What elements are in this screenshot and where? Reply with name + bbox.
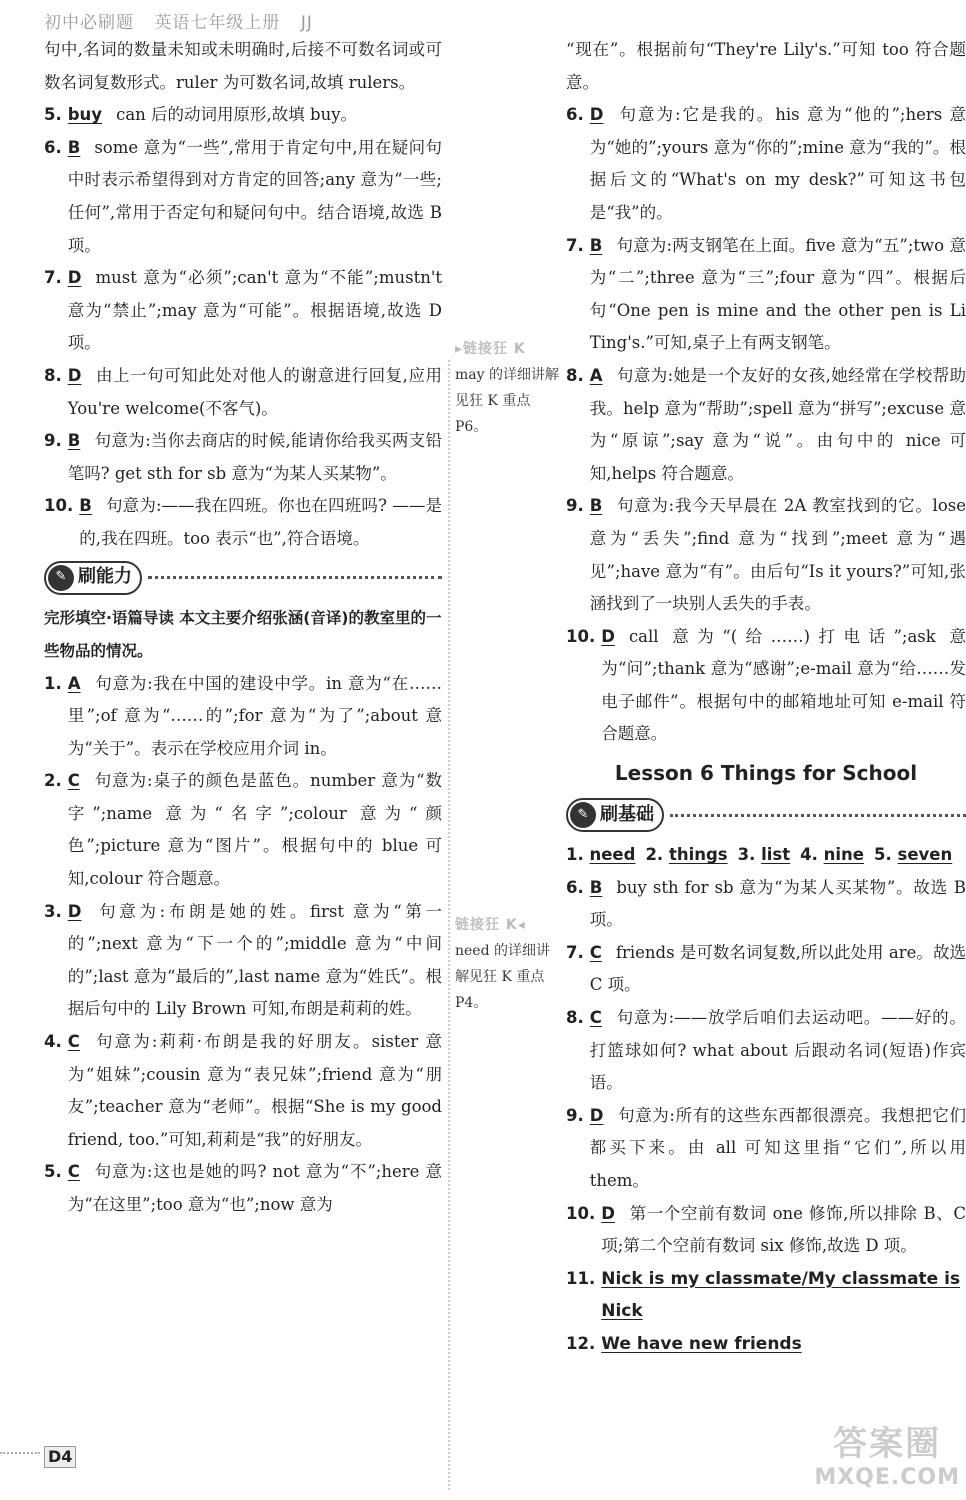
explanation-text: 句意为:它是我的。his 意为“他的”;hers 意为“她的”;yours 意为“你的”;mine 意为“我的”。根据后文的“What's on my desk?”可知这书包是“我”的。 [589, 105, 966, 222]
answer-word: seven [897, 845, 953, 865]
section-title: 刷基础 [600, 803, 654, 825]
fill-answer [645, 845, 737, 864]
item-number: 2. [645, 845, 664, 865]
item-number: 7. [44, 268, 62, 288]
answer-key: C [67, 771, 80, 791]
item-explanation [590, 490, 966, 620]
item-explanation [79, 490, 442, 555]
column-divider [448, 360, 450, 1490]
pen-icon: ✎ [570, 802, 596, 828]
fill-in-answers [566, 839, 966, 872]
left-column [44, 34, 442, 1222]
answer-key: D [589, 1105, 604, 1125]
link-tag: 链接狂 K◂ [455, 917, 526, 933]
answer-word: need [589, 845, 636, 865]
item-number: 4. [800, 845, 818, 865]
explanation-text: 句意为:——放学后咱们去运动吧。——好的。打篮球如何? what about 后跟动名词(短语)作宾语。 [589, 1008, 966, 1093]
item-number: 1. [44, 673, 62, 693]
watermark [814, 1416, 960, 1490]
answer-item [566, 99, 966, 229]
item-explanation [590, 1100, 966, 1198]
item-explanation [590, 1002, 966, 1100]
answer-list [566, 872, 966, 1263]
item-number: 9. [566, 1105, 584, 1125]
page-number: D4 [44, 1446, 76, 1468]
link-tag: ▸链接狂 K [455, 341, 526, 357]
item-number: 8. [566, 365, 584, 385]
footer-dots [0, 1452, 40, 1454]
explanation-text: 第一个空前有数词 one 修饰,所以排除 B、C 项;第二个空前有数词 six 修饰,故选 D 项。 [601, 1203, 966, 1256]
item-number: 3. [44, 901, 62, 921]
answer-item [566, 872, 966, 937]
answer-key: B [67, 137, 81, 157]
item-number: 6. [566, 877, 584, 897]
explanation-text: 句意为:我今天早晨在 2A 教室找到的它。lose 意为“丢失”;find 意为“找到”;meet 意为“遇见”;have 意为“有”。由后句“Is it yours?”可知,张涵找到了一块别人丢失的手表。 [589, 496, 966, 614]
section-badge [44, 561, 142, 595]
subject-title: 英语七年级上册 [154, 13, 281, 33]
answer-item [44, 896, 442, 1026]
answer-item [566, 230, 966, 360]
pen-icon: ✎ [48, 565, 74, 591]
fill-answer [738, 845, 801, 864]
answer-item [566, 490, 966, 620]
answer-word: list [761, 845, 791, 865]
answer-item [44, 668, 442, 766]
answer-key: B [67, 431, 81, 451]
answer-word: things [668, 845, 728, 865]
answer-key: D [601, 1203, 615, 1223]
explanation-text: must 意为“必须”;can't 意为“不能”;mustn't 意为“禁止”;may 意为“可能”。根据语境,故选 D 项。 [67, 268, 442, 353]
answer-key: D [601, 626, 615, 646]
lesson-title: Lesson 6 Things for School [614, 761, 918, 786]
item-number: 8. [44, 365, 62, 385]
answer-item [566, 1328, 966, 1361]
answer-key: B [79, 496, 92, 516]
item-number: 1. [566, 845, 584, 865]
note-text: may 的详细讲解见狂 K 重点 P6。 [455, 367, 559, 435]
item-number: 11. [566, 1268, 596, 1288]
answer-item [44, 425, 442, 490]
explanation-text: 句意为:两支钢笔在上面。five 意为“五”;two 意为“二”;three 意为“三”;four 意为“四”。根据后句“One pen is mine and the other pen is Li Ting's.”可知,桌子上有两支钢笔。 [589, 235, 966, 353]
answer-item [44, 99, 442, 132]
answer-item [566, 1263, 966, 1328]
section-title: 刷能力 [78, 566, 132, 588]
explanation-text: 句意为:当你去商店的时候,能请你给我买两支铅笔吗? get sth for sb 意为“为某人买某物”。 [67, 431, 442, 483]
explanation-text: 句意为:桌子的颜色是蓝色。number 意为“数字”;name 意为“名字”;colour 意为“颜色”;picture 意为“图片”。根据句中的 blue 可知,colour 符合题意。 [67, 771, 442, 889]
answer-item [44, 360, 442, 425]
item-explanation [601, 1198, 966, 1263]
explanation-text: friends 是可数名词复数,所以此处用 are。故选 C 项。 [589, 942, 966, 995]
answer-item [44, 132, 442, 262]
answer-item [44, 262, 442, 360]
answer-list [566, 99, 966, 751]
answer-key: D [67, 365, 82, 385]
section-header [566, 797, 966, 833]
note-text: need 的详细讲解见狂 K 重点 P4。 [455, 943, 550, 1011]
answer-key: D [589, 105, 604, 125]
continued-paragraph: “现在”。根据前句“They're Lily's.”可知 too 符合题意。 [566, 40, 966, 92]
item-explanation [68, 360, 442, 425]
answer-item [44, 1156, 442, 1221]
item-explanation [590, 872, 966, 937]
item-number: 6. [566, 105, 584, 125]
right-column [566, 34, 966, 1361]
explanation-text: some 意为“一些”,常用于肯定句中,用在疑问句中时表示希望得到对方肯定的回答;any 意为“一些;任何”,常用于否定句和疑问句中。结合语境,故选 B 项。 [67, 137, 442, 255]
item-number: 4. [44, 1032, 62, 1052]
answer-key: buy [67, 105, 103, 125]
item-explanation [68, 425, 442, 490]
answer-item [566, 621, 966, 751]
item-number: 9. [566, 496, 584, 516]
book-title: 初中必刷题 [44, 13, 134, 33]
section-header [44, 560, 442, 596]
answer-item [566, 937, 966, 1002]
explanation-text: 句意为:所有的这些东西都很漂亮。我想把它们都买下来。由 all 可知这里指“它们”,所以用 them。 [589, 1105, 966, 1190]
answer-key: C [67, 1162, 80, 1182]
dotted-divider [670, 814, 966, 817]
explanation-text: buy sth for sb 意为“为某人买某物”。故选 B 项。 [589, 877, 966, 930]
answer-key: B [589, 496, 603, 516]
fill-answer [874, 845, 962, 864]
explanation-text: 句意为:——我在四班。你也在四班吗? ——是的,我在四班。too 表示“也”,符合语境。 [79, 496, 442, 548]
side-note [455, 912, 561, 1016]
item-explanation [68, 765, 442, 895]
item-explanation [68, 132, 442, 262]
watermark-logo: 答案圈 [833, 1424, 942, 1464]
answer-key: B [589, 877, 603, 897]
item-explanation [68, 1156, 442, 1221]
item-explanation [68, 99, 442, 132]
item-number: 7. [566, 235, 584, 255]
fill-answer [800, 845, 874, 864]
item-number: 5. [874, 845, 892, 865]
explanation-text: can 后的动词用原形,故填 buy。 [116, 105, 358, 125]
answer-key: C [589, 1008, 602, 1028]
continued-paragraph: 句中,名词的数量未知或未明确时,后接不可数名词或可数名词复数形式。ruler 为可数名词,故填 rulers。 [44, 40, 442, 92]
answer-key: D [67, 268, 82, 288]
answer-key: A [67, 673, 81, 693]
answer-key: C [67, 1032, 80, 1052]
answer-item [566, 1002, 966, 1100]
item-number: 10. [566, 626, 596, 646]
answer-key: C [589, 942, 602, 962]
item-number: 2. [44, 771, 62, 791]
item-number: 5. [44, 1162, 62, 1182]
answer-word: nine [823, 845, 864, 865]
explanation-text: 句意为:我在中国的建设中学。in 意为“在……里”;of 意为“……的”;for 意为“为了”;about 意为“关于”。表示在学校应用介词 in。 [67, 673, 442, 758]
item-explanation [590, 230, 966, 360]
answer-list [44, 99, 442, 555]
explanation-text: 句意为:这也是她的吗? not 意为“不”;here 意为“在这里”;too 意为“也”;now 意为 [67, 1162, 442, 1214]
item-explanation [590, 937, 966, 1002]
answer-list [44, 668, 442, 1222]
item-number: 8. [566, 1008, 584, 1028]
explanation-text: 句意为:布朗是她的姓。first 意为“第一的”;next 意为“下一个的”;middle 意为“中间的”;last 意为“最后的”,last name 意为“姓氏”。根据后句中的 Lily Brown 可知,布朗是莉莉的姓。 [67, 901, 442, 1019]
answer-sentence: Nick is my classmate/My classmate is Nick [601, 1268, 961, 1322]
item-number: 10. [44, 496, 74, 516]
explanation-text: 句意为:莉莉·布朗是我的好朋友。sister 意为“姐妹”;cousin 意为“表兄妹”;friend 意为“朋友”;teacher 意为“老师”。根据“She is my good friend, too.”可知,莉莉是“我”的好朋友。 [67, 1032, 442, 1149]
edition-label: JJ [300, 13, 313, 33]
answer-item [566, 1198, 966, 1263]
answer-item [566, 360, 966, 490]
answer-item [44, 490, 442, 555]
item-explanation [590, 99, 966, 229]
item-number: 5. [44, 105, 62, 125]
answer-item [566, 1100, 966, 1198]
answer-key: B [589, 235, 603, 255]
answer-key: A [589, 365, 603, 385]
item-number: 9. [44, 431, 62, 451]
item-explanation [590, 360, 966, 490]
answer-sentence: We have new friends [601, 1333, 802, 1354]
item-number: 10. [566, 1203, 596, 1223]
item-explanation [68, 668, 442, 766]
fill-answer [566, 845, 645, 864]
item-explanation [68, 896, 442, 1026]
answer-item [44, 765, 442, 895]
reading-intro: 完形填空·语篇导读 本文主要介绍张涵(音译)的教室里的一些物品的情况。 [44, 608, 442, 660]
answer-item [44, 1026, 442, 1156]
dotted-divider [148, 576, 442, 579]
watermark-url: MXQE.COM [814, 1465, 960, 1490]
side-note [455, 336, 561, 440]
item-explanation [601, 621, 966, 751]
item-number: 7. [566, 942, 584, 962]
explanation-text: 由上一句可知此处对他人的谢意进行回复,应用 You're welcome(不客气)。 [67, 365, 442, 418]
item-number: 6. [44, 137, 62, 157]
item-explanation [68, 262, 442, 360]
item-number: 3. [737, 845, 756, 865]
item-number: 12. [566, 1333, 596, 1353]
page-header [44, 8, 327, 33]
explanation-text: call 意为“(给……)打电话”;ask 意为“问”;thank 意为“感谢”;e-mail 意为“给……发电子邮件”。根据句中的邮箱地址可知 e-mail 符合题意。 [601, 626, 966, 744]
explanation-text: 句意为:她是一个友好的女孩,她经常在学校帮助我。help 意为“帮助”;spell 意为“拼写”;excuse 意为“原谅”;say 意为“说”。由句中的 nice 可知,helps 符合题意。 [589, 365, 966, 483]
item-explanation [68, 1026, 442, 1156]
section-badge [566, 798, 664, 832]
answer-key: D [67, 901, 82, 921]
